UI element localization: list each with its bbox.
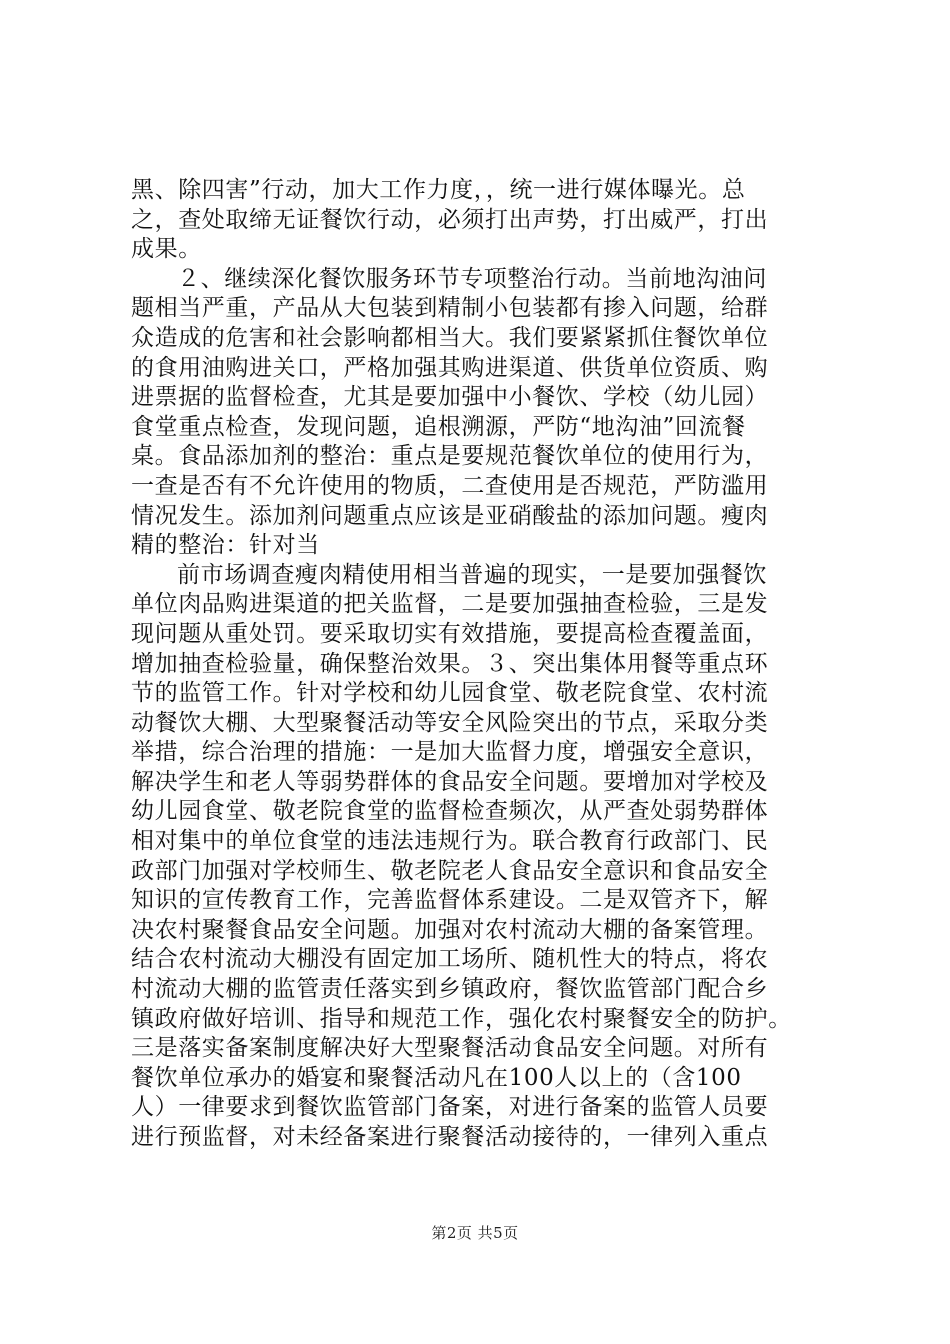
body-text	[131, 176, 831, 1153]
text-line: 进行预监督，对未经备案进行聚餐活动接待的，一律列入重点	[131, 1124, 769, 1150]
text-line: 举措，综合治理的措施：一是加大监督力度，增强安全意识，	[131, 739, 769, 766]
text-line: 政部门加强对学校师生、敬老院老人食品安全意识和食品安全	[131, 857, 769, 884]
text-line: 进票据的监督检查，尤其是要加强中小餐饮、学校（幼儿园）	[131, 384, 769, 411]
text-line: 题相当严重，产品从大包装到精制小包装都有掺入问题，给群	[131, 295, 769, 322]
text-line: 单位肉品购进渠道的把关监督，二是要加强抽查检验，三是发	[131, 591, 769, 618]
text-line: 精的整治：针对当	[131, 532, 320, 559]
text-line: 一查是否有不允许使用的物质，二查使用是否规范，严防滥用	[131, 472, 769, 499]
text-line: 情况发生。添加剂问题重点应该是亚硝酸盐的添加问题。瘦肉	[131, 502, 769, 529]
text-line: 现问题从重处罚。要采取切实有效措施，要提高检查覆盖面，	[131, 620, 769, 647]
text-line: 之，查处取缔无证餐饮行动，必须打出声势，打出威严，打出	[131, 206, 769, 233]
text-line: 村流动大棚的监管责任落实到乡镇政府，餐饮监管部门配合乡	[131, 976, 769, 1003]
text-line: ２、继续深化餐饮服务环节专项整治行动。当前地沟油问	[177, 265, 767, 292]
text-line: 镇政府做好培训、指导和规范工作，强化农村聚餐安全的防护。	[131, 1005, 792, 1032]
text-line: 桌。食品添加剂的整治：重点是要规范餐饮单位的使用行为，	[131, 443, 769, 470]
text-line: 众造成的危害和社会影响都相当大。我们要紧紧抓住餐饮单位	[131, 324, 769, 351]
text-line: 结合农村流动大棚没有固定加工场所、随机性大的特点，将农	[131, 946, 769, 973]
text-line: 动餐饮大棚、大型聚餐活动等安全风险突出的节点，采取分类	[131, 709, 769, 736]
text-line: 相对集中的单位食堂的违法违规行为。联合教育行政部门、民	[131, 828, 769, 855]
text-line: 人）一律要求到餐饮监管部门备案，对进行备案的监管人员要	[131, 1094, 769, 1121]
text-line: 增加抽查检验量，确保整治效果。３、突出集体用餐等重点环	[131, 650, 769, 677]
text-line: 节的监管工作。针对学校和幼儿园食堂、敬老院食堂、农村流	[131, 680, 769, 707]
text-line: 解决学生和老人等弱势群体的食品安全问题。要增加对学校及	[131, 768, 769, 795]
text-line: 幼儿园食堂、敬老院食堂的监督检查频次，从严查处弱势群体	[131, 798, 769, 825]
text-line: 餐饮单位承办的婚宴和聚餐活动凡在100人以上的（含100	[131, 1064, 742, 1091]
text-line: 成果。	[131, 236, 202, 263]
text-line: 前市场调查瘦肉精使用相当普遍的现实，一是要加强餐饮	[177, 561, 767, 588]
text-line: 知识的宣传教育工作，完善监督体系建设。二是双管齐下，解	[131, 887, 769, 914]
text-line: 黑、除四害”行动，加大工作力度，，统一进行媒体曝光。总	[131, 177, 746, 203]
text-line: 的食用油购进关口，严格加强其购进渠道、供货单位资质、购	[131, 354, 769, 381]
page-footer: 第2页 共5页	[431, 1224, 519, 1242]
text-line: 食堂重点检查，发现问题，追根溯源，严防“地沟油”回流餐	[131, 413, 746, 440]
text-line: 三是落实备案制度解决好大型聚餐活动食品安全问题。对所有	[131, 1035, 769, 1062]
text-line: 决农村聚餐食品安全问题。加强对农村流动大棚的备案管理。	[131, 916, 769, 943]
